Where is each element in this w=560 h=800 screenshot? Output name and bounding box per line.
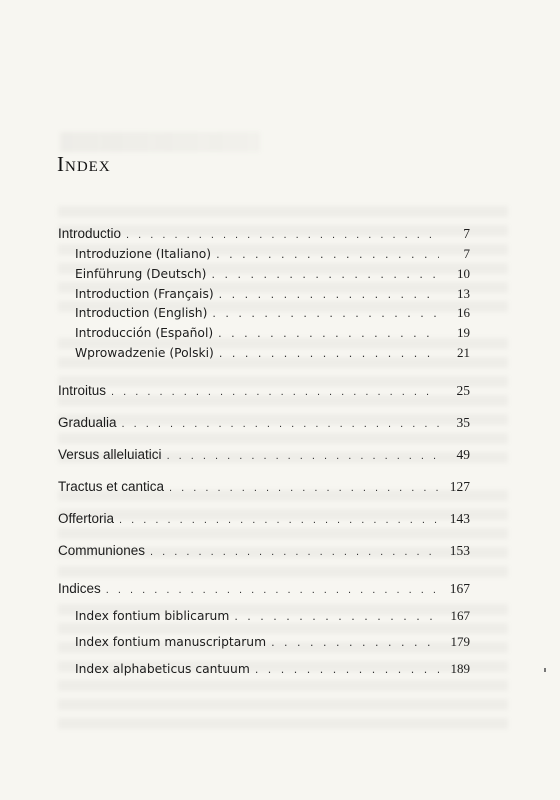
toc-entry-page: 153 [449, 543, 470, 558]
toc-entry-label: Versus alleluiatici [58, 447, 162, 462]
toc-subentry[interactable] [75, 245, 470, 263]
dot-leader [106, 582, 439, 599]
toc-entry-label: Wprowadzenie (Polski) [75, 346, 214, 360]
toc-entry-label: Offertoria [58, 511, 115, 526]
toc-subentry[interactable] [75, 633, 470, 651]
dot-leader [119, 512, 439, 529]
toc-entry-label: Introducción (Español) [75, 326, 214, 340]
toc-subentry[interactable] [75, 304, 470, 322]
toc-entry[interactable] [58, 225, 470, 244]
dot-leader [219, 286, 439, 303]
toc-entry-page: 21 [457, 345, 470, 360]
dot-leader [212, 305, 439, 322]
dot-leader [111, 384, 439, 401]
toc-entry-label: Index alphabeticus cantuum [75, 662, 250, 676]
toc-entry[interactable] [58, 542, 470, 561]
page-title: Index [57, 152, 111, 176]
toc-entry-page: 167 [449, 581, 470, 596]
dot-leader [255, 661, 439, 678]
toc-entry[interactable] [58, 478, 470, 497]
toc-entry-page: 13 [457, 286, 470, 301]
toc-subentry[interactable] [75, 265, 470, 283]
dot-leader [271, 634, 439, 651]
toc-entry[interactable] [58, 510, 470, 529]
toc-entry-page: 19 [457, 325, 470, 340]
toc-entry-page: 167 [450, 608, 470, 623]
toc-entry-label: Gradualia [58, 415, 117, 430]
toc-entry-label: Introductio [58, 226, 122, 241]
toc-entry[interactable] [58, 580, 470, 599]
dot-leader [216, 246, 439, 263]
toc-entry-label: Introduzione (Italiano) [75, 247, 212, 261]
toc-entry-page: 7 [463, 246, 470, 261]
dot-leader [219, 345, 439, 362]
dot-leader [122, 416, 439, 433]
toc-subentry[interactable] [75, 324, 470, 342]
toc-entry-page: 7 [463, 226, 470, 241]
toc-subentry[interactable] [75, 285, 470, 303]
dot-leader [150, 544, 439, 561]
toc-entry-page: 16 [457, 305, 470, 320]
toc-subentry[interactable] [75, 660, 470, 678]
toc-entry-label: Tractus et cantica [58, 479, 165, 494]
toc-entry-page: 10 [457, 266, 470, 281]
toc-entry-page: 143 [449, 511, 470, 526]
toc-entry-label: Index fontium biblicarum [75, 609, 230, 623]
dot-leader [126, 227, 439, 244]
dot-leader [167, 448, 439, 465]
toc-entry[interactable] [58, 382, 470, 401]
toc-entry-label: Introduction (Français) [75, 287, 214, 301]
toc-entry-page: 35 [456, 415, 470, 430]
toc-entry[interactable] [58, 446, 470, 465]
toc-entry-label: Introitus [58, 383, 107, 398]
dot-leader [234, 608, 439, 625]
dot-leader [169, 480, 439, 497]
toc-entry[interactable] [58, 414, 470, 433]
toc-subentry[interactable] [75, 607, 470, 625]
toc-entry-page: 179 [450, 634, 470, 649]
dot-leader [218, 325, 439, 342]
toc-entry-label: Index fontium manuscriptarum [75, 635, 267, 649]
toc-entry-label: Indices [58, 581, 101, 596]
toc-subentry[interactable] [75, 344, 470, 362]
toc-entry-page: 189 [450, 661, 470, 676]
toc-entry-label: Einführung (Deutsch) [75, 267, 207, 281]
page-mark [544, 668, 546, 672]
toc-entry-page: 127 [449, 479, 470, 494]
toc-entry-label: Communiones [58, 543, 146, 558]
toc-entry-page: 49 [456, 447, 470, 462]
toc-entry-label: Introduction (English) [75, 306, 208, 320]
dot-leader [211, 266, 439, 283]
toc-entry-page: 25 [456, 383, 470, 398]
